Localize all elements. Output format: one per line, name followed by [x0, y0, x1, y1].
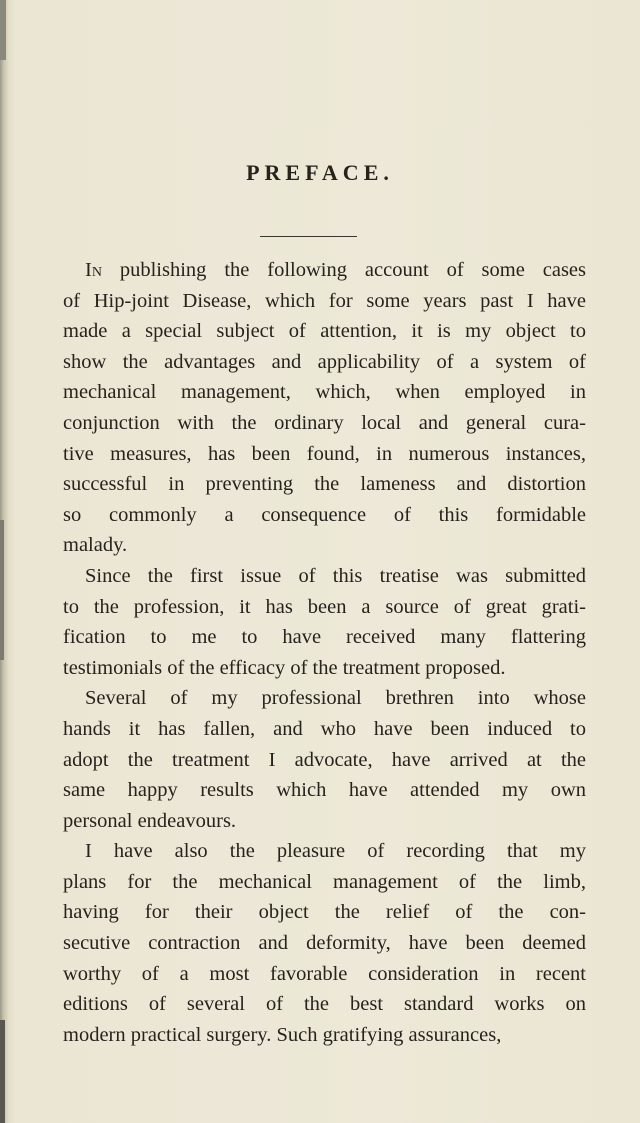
text-line: show the advantages and applicability of a system of — [63, 350, 586, 373]
text-line: adopt the treatment I advocate, have arrived at the — [63, 748, 586, 771]
text-line: editions of several of the best standard works on — [63, 993, 586, 1016]
gutter-shadow — [0, 0, 6, 60]
line-text: publishing the following account of some cases — [101, 259, 586, 281]
text-line: hands it has fallen, and who have been induced to — [63, 717, 586, 740]
text-line: worthy of a most favorable consideration in recent — [63, 962, 586, 985]
text-line: conjunction with the ordinary local and general cura- — [63, 411, 586, 434]
gutter-shadow — [0, 1020, 5, 1123]
text-line: plans for the mechanical management of the limb, — [63, 870, 586, 893]
text-line — [63, 255, 586, 286]
text-line: so commonly a consequence of this formidable — [63, 503, 586, 526]
text-line: secutive contraction and deformity, have been deemed — [63, 932, 586, 955]
text-line: I have also the pleasure of recording that my — [85, 840, 586, 863]
text-line: testimonials of the efficacy of the treatment proposed. — [63, 656, 506, 679]
text-line: malady. — [63, 534, 128, 557]
text-line: having for their object the relief of the con- — [63, 901, 586, 924]
text-line: Several of my professional brethren into whose — [85, 687, 586, 710]
text-line: mechanical management, which, when employed in — [63, 381, 586, 404]
opening-word: In — [85, 259, 102, 281]
text-line: personal endeavours. — [63, 809, 237, 832]
text-line: modern practical surgery. Such gratifying assurances, — [63, 1023, 502, 1046]
text-line: of Hip-joint Disease, which for some years past I have — [63, 289, 586, 312]
title-rule — [260, 236, 357, 237]
gutter-shadow — [0, 520, 4, 660]
text-line: to the profession, it has been a source of great grati- — [63, 595, 586, 618]
text-line: fication to me to have received many flattering — [63, 626, 586, 649]
text-line: same happy results which have attended my own — [63, 779, 586, 802]
page-title: PREFACE. — [246, 160, 394, 185]
text-line: made a special subject of attention, it is my object to — [63, 320, 586, 343]
text-line: successful in preventing the lameness and distortion — [63, 473, 586, 496]
text-line: Since the first issue of this treatise was submitted — [85, 564, 586, 587]
body-text — [63, 255, 586, 1050]
text-line: tive measures, has been found, in numerous instances, — [63, 442, 586, 465]
